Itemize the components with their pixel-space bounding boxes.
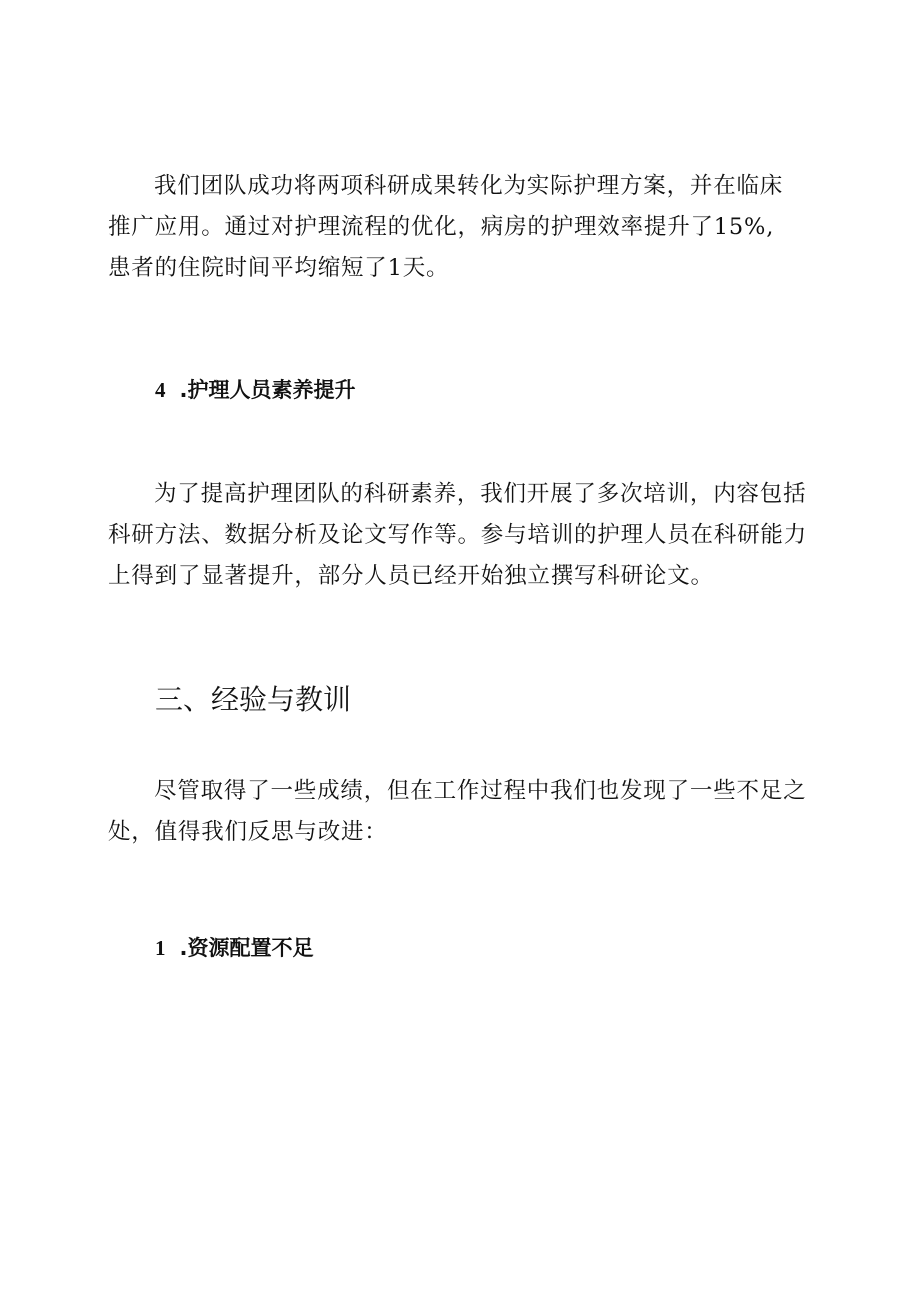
paragraph-line: 患者的住院时间平均缩短了1天。 [108,255,450,281]
paragraph-line: 科研方法、数据分析及论文写作等。参与培训的护理人员在科研能力 [108,522,808,548]
paragraph-line: 推广应用。通过对护理流程的优化，病房的护理效率提升了15%, [108,214,775,240]
heading-resource-shortage [155,932,313,962]
paragraph-line: 为了提高护理团队的科研素养，我们开展了多次培训，内容包括 [154,481,807,507]
heading-number: 1 [155,936,166,960]
paragraph-line: 我们团队成功将两项科研成果转化为实际护理方案，并在临床 [154,173,784,199]
paragraph-training [108,474,807,597]
heading-text: .护理人员素养提升 [179,378,356,402]
paragraph-line: 上得到了显著提升，部分人员已经开始独立撰写科研论文。 [108,563,714,589]
section-title-lessons: 三、经验与教训 [155,683,352,716]
paragraph-line: 尽管取得了一些成绩，但在工作过程中我们也发现了一些不足之 [154,778,807,804]
heading-text: .资源配置不足 [179,936,314,960]
heading-staff-literacy [155,374,355,404]
paragraph-line: 处，值得我们反思与改进： [108,819,388,845]
heading-number: 4 [155,378,166,402]
paragraph-research-results [108,166,783,289]
paragraph-shortcomings [108,771,806,853]
